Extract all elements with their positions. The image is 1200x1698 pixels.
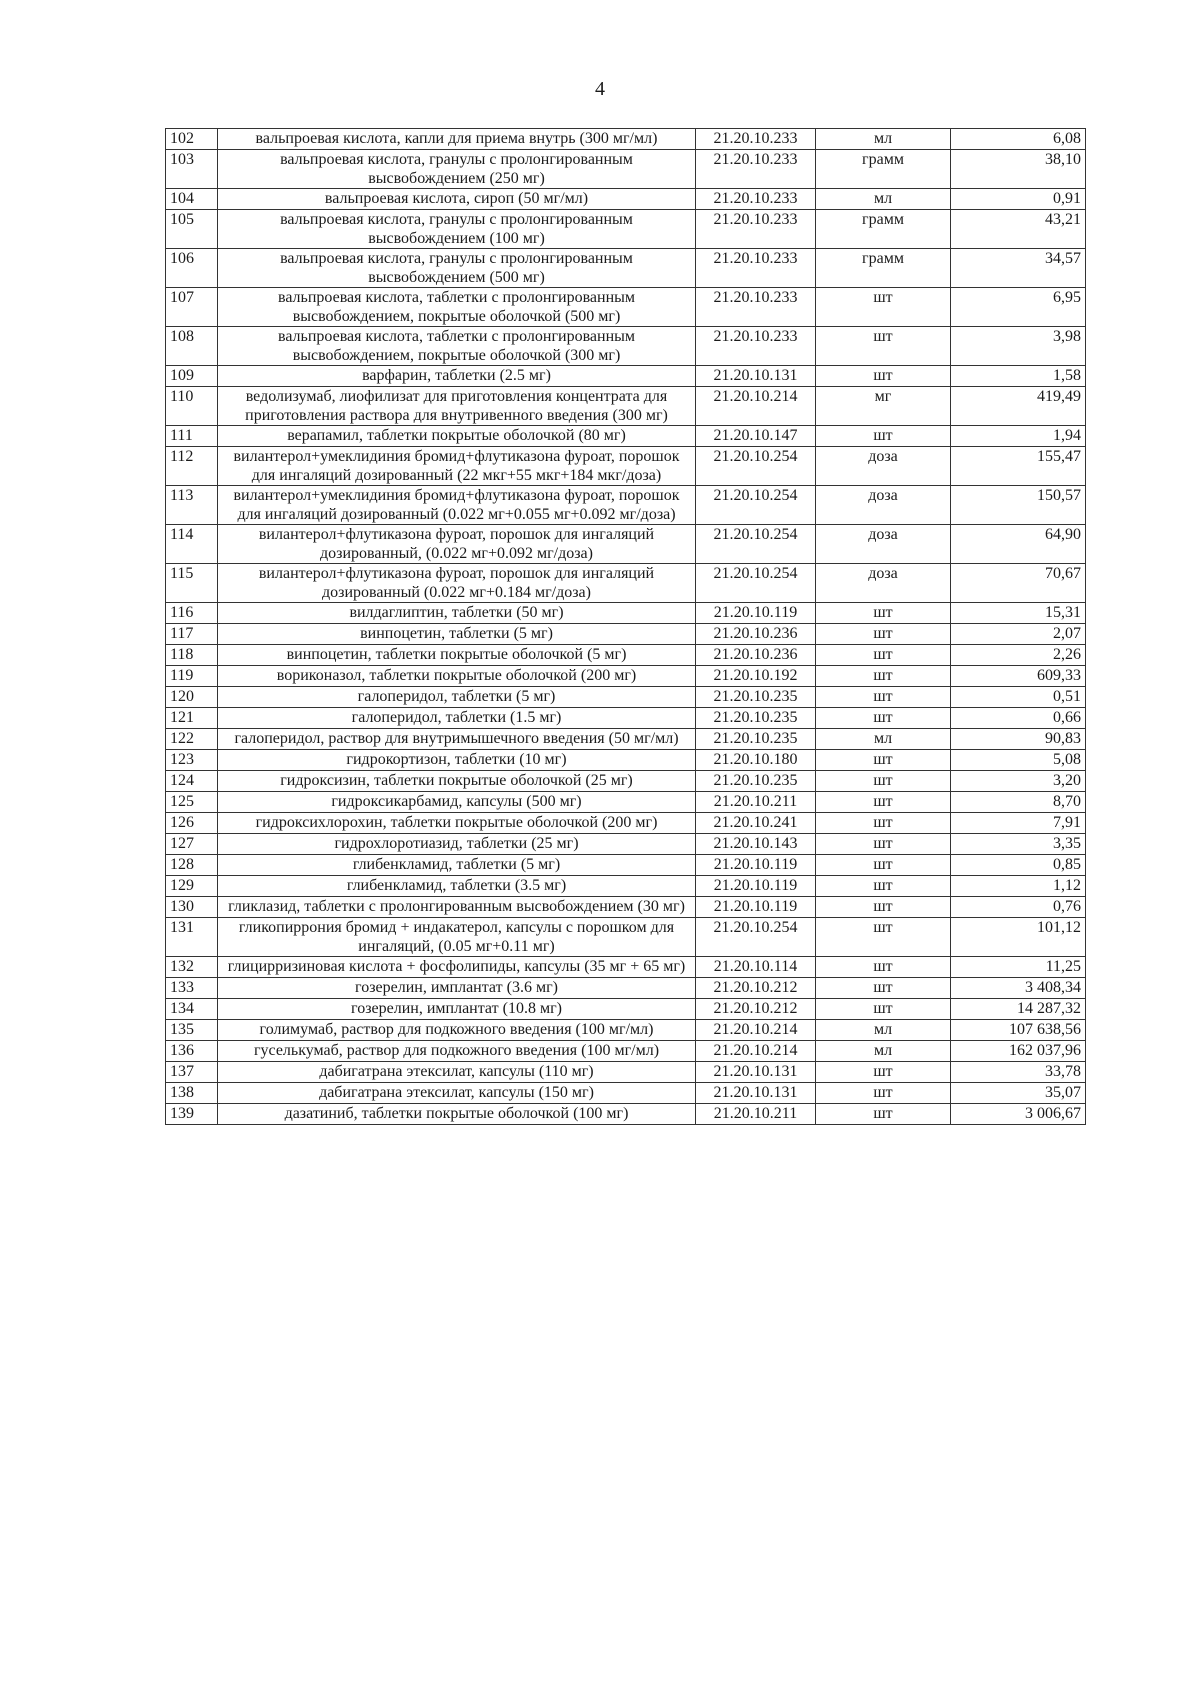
table-row <box>166 645 1086 666</box>
unit-of-measure: мл <box>816 1020 951 1041</box>
okpd-code: 21.20.10.192 <box>696 666 816 687</box>
price-value: 1,94 <box>951 426 1086 447</box>
row-number: 122 <box>166 729 218 750</box>
row-number: 113 <box>166 486 218 525</box>
table-row <box>166 129 1086 150</box>
row-number: 138 <box>166 1083 218 1104</box>
unit-of-measure: мл <box>816 189 951 210</box>
table-row <box>166 249 1086 288</box>
price-value: 11,25 <box>951 957 1086 978</box>
price-value: 14 287,32 <box>951 999 1086 1020</box>
drug-price-table <box>165 128 1086 1125</box>
page-number: 4 <box>595 78 605 100</box>
drug-name: гуселькумаб, раствор для подкожного введения (100 мг/мл) <box>218 1041 696 1062</box>
price-value: 3 408,34 <box>951 978 1086 999</box>
drug-name: винпоцетин, таблетки покрытые оболочкой (5 мг) <box>218 645 696 666</box>
drug-name: гидроксизин, таблетки покрытые оболочкой (25 мг) <box>218 771 696 792</box>
price-value: 3,20 <box>951 771 1086 792</box>
price-value: 34,57 <box>951 249 1086 288</box>
row-number: 120 <box>166 687 218 708</box>
row-number: 114 <box>166 525 218 564</box>
okpd-code: 21.20.10.254 <box>696 918 816 957</box>
okpd-code: 21.20.10.236 <box>696 624 816 645</box>
price-value: 0,91 <box>951 189 1086 210</box>
table-row <box>166 189 1086 210</box>
table-row <box>166 813 1086 834</box>
row-number: 124 <box>166 771 218 792</box>
unit-of-measure: шт <box>816 957 951 978</box>
okpd-code: 21.20.10.214 <box>696 1020 816 1041</box>
row-number: 129 <box>166 876 218 897</box>
unit-of-measure: шт <box>816 771 951 792</box>
drug-name: вальпроевая кислота, таблетки с пролонгированным высвобождением, покрытые оболочкой (500 мг) <box>218 288 696 327</box>
table-row <box>166 876 1086 897</box>
unit-of-measure: шт <box>816 834 951 855</box>
price-value: 3 006,67 <box>951 1104 1086 1125</box>
price-value: 38,10 <box>951 150 1086 189</box>
unit-of-measure: шт <box>816 426 951 447</box>
price-value: 0,66 <box>951 708 1086 729</box>
unit-of-measure: шт <box>816 876 951 897</box>
table-row <box>166 327 1086 366</box>
okpd-code: 21.20.10.180 <box>696 750 816 771</box>
row-number: 106 <box>166 249 218 288</box>
row-number: 123 <box>166 750 218 771</box>
table-row <box>166 708 1086 729</box>
row-number: 134 <box>166 999 218 1020</box>
drug-name: галоперидол, таблетки (1.5 мг) <box>218 708 696 729</box>
price-value: 0,85 <box>951 855 1086 876</box>
row-number: 121 <box>166 708 218 729</box>
table-row <box>166 150 1086 189</box>
row-number: 115 <box>166 564 218 603</box>
row-number: 102 <box>166 129 218 150</box>
table-row <box>166 855 1086 876</box>
okpd-code: 21.20.10.235 <box>696 708 816 729</box>
row-number: 119 <box>166 666 218 687</box>
okpd-code: 21.20.10.233 <box>696 288 816 327</box>
row-number: 118 <box>166 645 218 666</box>
table-body <box>166 129 1086 1125</box>
price-value: 1,12 <box>951 876 1086 897</box>
unit-of-measure: доза <box>816 564 951 603</box>
table-row <box>166 210 1086 249</box>
unit-of-measure: шт <box>816 813 951 834</box>
unit-of-measure: шт <box>816 792 951 813</box>
drug-name: вилдаглиптин, таблетки (50 мг) <box>218 603 696 624</box>
unit-of-measure: шт <box>816 687 951 708</box>
table-row <box>166 999 1086 1020</box>
table-row <box>166 447 1086 486</box>
table-row <box>166 750 1086 771</box>
drug-name: гликлазид, таблетки с пролонгированным высвобождением (30 мг) <box>218 897 696 918</box>
okpd-code: 21.20.10.233 <box>696 210 816 249</box>
drug-name: галоперидол, раствор для внутримышечного введения (50 мг/мл) <box>218 729 696 750</box>
row-number: 133 <box>166 978 218 999</box>
unit-of-measure: доза <box>816 486 951 525</box>
drug-name: вальпроевая кислота, таблетки с пролонгированным высвобождением, покрытые оболочкой (300 мг) <box>218 327 696 366</box>
row-number: 112 <box>166 447 218 486</box>
okpd-code: 21.20.10.214 <box>696 387 816 426</box>
row-number: 108 <box>166 327 218 366</box>
table-row <box>166 834 1086 855</box>
price-value: 0,51 <box>951 687 1086 708</box>
table-row <box>166 1104 1086 1125</box>
drug-name: галоперидол, таблетки (5 мг) <box>218 687 696 708</box>
row-number: 131 <box>166 918 218 957</box>
drug-name: глибенкламид, таблетки (3.5 мг) <box>218 876 696 897</box>
row-number: 130 <box>166 897 218 918</box>
drug-name: гидроксихлорохин, таблетки покрытые оболочкой (200 мг) <box>218 813 696 834</box>
okpd-code: 21.20.10.235 <box>696 687 816 708</box>
drug-name: вальпроевая кислота, гранулы с пролонгированным высвобождением (100 мг) <box>218 210 696 249</box>
row-number: 117 <box>166 624 218 645</box>
drug-name: винпоцетин, таблетки (5 мг) <box>218 624 696 645</box>
price-value: 33,78 <box>951 1062 1086 1083</box>
okpd-code: 21.20.10.254 <box>696 525 816 564</box>
row-number: 128 <box>166 855 218 876</box>
table-row <box>166 978 1086 999</box>
unit-of-measure: шт <box>816 897 951 918</box>
okpd-code: 21.20.10.114 <box>696 957 816 978</box>
unit-of-measure: шт <box>816 999 951 1020</box>
okpd-code: 21.20.10.233 <box>696 327 816 366</box>
unit-of-measure: доза <box>816 447 951 486</box>
okpd-code: 21.20.10.233 <box>696 129 816 150</box>
row-number: 126 <box>166 813 218 834</box>
unit-of-measure: шт <box>816 624 951 645</box>
price-value: 5,08 <box>951 750 1086 771</box>
unit-of-measure: грамм <box>816 210 951 249</box>
row-number: 103 <box>166 150 218 189</box>
price-value: 162 037,96 <box>951 1041 1086 1062</box>
drug-name: вальпроевая кислота, гранулы с пролонгированным высвобождением (250 мг) <box>218 150 696 189</box>
row-number: 132 <box>166 957 218 978</box>
unit-of-measure: шт <box>816 855 951 876</box>
price-value: 609,33 <box>951 666 1086 687</box>
okpd-code: 21.20.10.212 <box>696 978 816 999</box>
drug-name: вальпроевая кислота, сироп (50 мг/мл) <box>218 189 696 210</box>
row-number: 105 <box>166 210 218 249</box>
table-row <box>166 525 1086 564</box>
row-number: 136 <box>166 1041 218 1062</box>
drug-name: гидрокортизон, таблетки (10 мг) <box>218 750 696 771</box>
row-number: 111 <box>166 426 218 447</box>
okpd-code: 21.20.10.131 <box>696 366 816 387</box>
drug-name: вилантерол+умеклидиния бромид+флутиказона фуроат, порошок для ингаляций дозированный (22 мкг+55 мкг+184 мкг/доза) <box>218 447 696 486</box>
price-value: 0,76 <box>951 897 1086 918</box>
drug-name: вилантерол+флутиказона фуроат, порошок для ингаляций дозированный (0.022 мг+0.184 мг/доза) <box>218 564 696 603</box>
price-value: 1,58 <box>951 366 1086 387</box>
price-value: 7,91 <box>951 813 1086 834</box>
okpd-code: 21.20.10.254 <box>696 486 816 525</box>
price-value: 35,07 <box>951 1083 1086 1104</box>
unit-of-measure: грамм <box>816 249 951 288</box>
row-number: 135 <box>166 1020 218 1041</box>
table-row <box>166 666 1086 687</box>
row-number: 116 <box>166 603 218 624</box>
drug-name: гидрохлоротиазид, таблетки (25 мг) <box>218 834 696 855</box>
drug-name: вориконазол, таблетки покрытые оболочкой (200 мг) <box>218 666 696 687</box>
drug-name: глицирризиновая кислота + фосфолипиды, капсулы (35 мг + 65 мг) <box>218 957 696 978</box>
table-row <box>166 603 1086 624</box>
table-row <box>166 792 1086 813</box>
unit-of-measure: мл <box>816 129 951 150</box>
unit-of-measure: шт <box>816 1062 951 1083</box>
drug-name: вальпроевая кислота, гранулы с пролонгированным высвобождением (500 мг) <box>218 249 696 288</box>
row-number: 110 <box>166 387 218 426</box>
drug-name: голимумаб, раствор для подкожного введения (100 мг/мл) <box>218 1020 696 1041</box>
unit-of-measure: шт <box>816 288 951 327</box>
unit-of-measure: шт <box>816 1104 951 1125</box>
row-number: 125 <box>166 792 218 813</box>
okpd-code: 21.20.10.233 <box>696 150 816 189</box>
drug-name: дабигатрана этексилат, капсулы (110 мг) <box>218 1062 696 1083</box>
unit-of-measure: шт <box>816 366 951 387</box>
unit-of-measure: шт <box>816 708 951 729</box>
table-row <box>166 897 1086 918</box>
row-number: 109 <box>166 366 218 387</box>
drug-name: верапамил, таблетки покрытые оболочкой (80 мг) <box>218 426 696 447</box>
drug-name: вилантерол+флутиказона фуроат, порошок для ингаляций дозированный, (0.022 мг+0.092 мг/доза) <box>218 525 696 564</box>
unit-of-measure: грамм <box>816 150 951 189</box>
drug-name: гозерелин, имплантат (10.8 мг) <box>218 999 696 1020</box>
unit-of-measure: шт <box>816 750 951 771</box>
table-row <box>166 1041 1086 1062</box>
unit-of-measure: шт <box>816 645 951 666</box>
unit-of-measure: шт <box>816 918 951 957</box>
price-value: 90,83 <box>951 729 1086 750</box>
okpd-code: 21.20.10.211 <box>696 792 816 813</box>
table-row <box>166 1062 1086 1083</box>
table-row <box>166 1020 1086 1041</box>
table-row <box>166 366 1086 387</box>
table-row <box>166 624 1086 645</box>
table-row <box>166 729 1086 750</box>
okpd-code: 21.20.10.233 <box>696 189 816 210</box>
table-row <box>166 426 1086 447</box>
unit-of-measure: шт <box>816 1083 951 1104</box>
okpd-code: 21.20.10.119 <box>696 603 816 624</box>
okpd-code: 21.20.10.143 <box>696 834 816 855</box>
unit-of-measure: доза <box>816 525 951 564</box>
drug-name: дабигатрана этексилат, капсулы (150 мг) <box>218 1083 696 1104</box>
price-value: 6,08 <box>951 129 1086 150</box>
table-row <box>166 564 1086 603</box>
drug-name: вальпроевая кислота, капли для приема внутрь (300 мг/мл) <box>218 129 696 150</box>
drug-name: вилантерол+умеклидиния бромид+флутиказона фуроат, порошок для ингаляций дозированный (0.022 мг+0.055 мг+0.092 мг/доза) <box>218 486 696 525</box>
okpd-code: 21.20.10.212 <box>696 999 816 1020</box>
table-row <box>166 771 1086 792</box>
price-value: 2,26 <box>951 645 1086 666</box>
price-value: 6,95 <box>951 288 1086 327</box>
drug-name: глибенкламид, таблетки (5 мг) <box>218 855 696 876</box>
price-value: 101,12 <box>951 918 1086 957</box>
price-value: 64,90 <box>951 525 1086 564</box>
price-value: 107 638,56 <box>951 1020 1086 1041</box>
okpd-code: 21.20.10.119 <box>696 897 816 918</box>
table-row <box>166 957 1086 978</box>
drug-name: гозерелин, имплантат (3.6 мг) <box>218 978 696 999</box>
okpd-code: 21.20.10.241 <box>696 813 816 834</box>
price-value: 2,07 <box>951 624 1086 645</box>
row-number: 127 <box>166 834 218 855</box>
price-value: 43,21 <box>951 210 1086 249</box>
drug-name: гликопиррония бромид + индакатерол, капсулы с порошком для ингаляций, (0.05 мг+0.11 мг) <box>218 918 696 957</box>
drug-name: ведолизумаб, лиофилизат для приготовления концентрата для приготовления раствора для внутривенного введения (300 мг) <box>218 387 696 426</box>
row-number: 137 <box>166 1062 218 1083</box>
okpd-code: 21.20.10.131 <box>696 1083 816 1104</box>
price-value: 419,49 <box>951 387 1086 426</box>
table-row <box>166 387 1086 426</box>
okpd-code: 21.20.10.236 <box>696 645 816 666</box>
price-value: 3,98 <box>951 327 1086 366</box>
drug-name: варфарин, таблетки (2.5 мг) <box>218 366 696 387</box>
table-row <box>166 1083 1086 1104</box>
row-number: 104 <box>166 189 218 210</box>
price-value: 150,57 <box>951 486 1086 525</box>
row-number: 139 <box>166 1104 218 1125</box>
table-row <box>166 687 1086 708</box>
table-row <box>166 288 1086 327</box>
okpd-code: 21.20.10.235 <box>696 771 816 792</box>
unit-of-measure: шт <box>816 666 951 687</box>
price-value: 15,31 <box>951 603 1086 624</box>
okpd-code: 21.20.10.214 <box>696 1041 816 1062</box>
unit-of-measure: мг <box>816 387 951 426</box>
okpd-code: 21.20.10.131 <box>696 1062 816 1083</box>
unit-of-measure: мл <box>816 1041 951 1062</box>
okpd-code: 21.20.10.211 <box>696 1104 816 1125</box>
okpd-code: 21.20.10.119 <box>696 876 816 897</box>
unit-of-measure: шт <box>816 603 951 624</box>
okpd-code: 21.20.10.119 <box>696 855 816 876</box>
price-value: 8,70 <box>951 792 1086 813</box>
okpd-code: 21.20.10.147 <box>696 426 816 447</box>
okpd-code: 21.20.10.235 <box>696 729 816 750</box>
okpd-code: 21.20.10.254 <box>696 564 816 603</box>
unit-of-measure: мл <box>816 729 951 750</box>
row-number: 107 <box>166 288 218 327</box>
table-row <box>166 486 1086 525</box>
price-value: 155,47 <box>951 447 1086 486</box>
table-row <box>166 918 1086 957</box>
okpd-code: 21.20.10.254 <box>696 447 816 486</box>
price-value: 70,67 <box>951 564 1086 603</box>
drug-name: дазатиниб, таблетки покрытые оболочкой (100 мг) <box>218 1104 696 1125</box>
okpd-code: 21.20.10.233 <box>696 249 816 288</box>
unit-of-measure: шт <box>816 327 951 366</box>
unit-of-measure: шт <box>816 978 951 999</box>
drug-name: гидроксикарбамид, капсулы (500 мг) <box>218 792 696 813</box>
price-value: 3,35 <box>951 834 1086 855</box>
